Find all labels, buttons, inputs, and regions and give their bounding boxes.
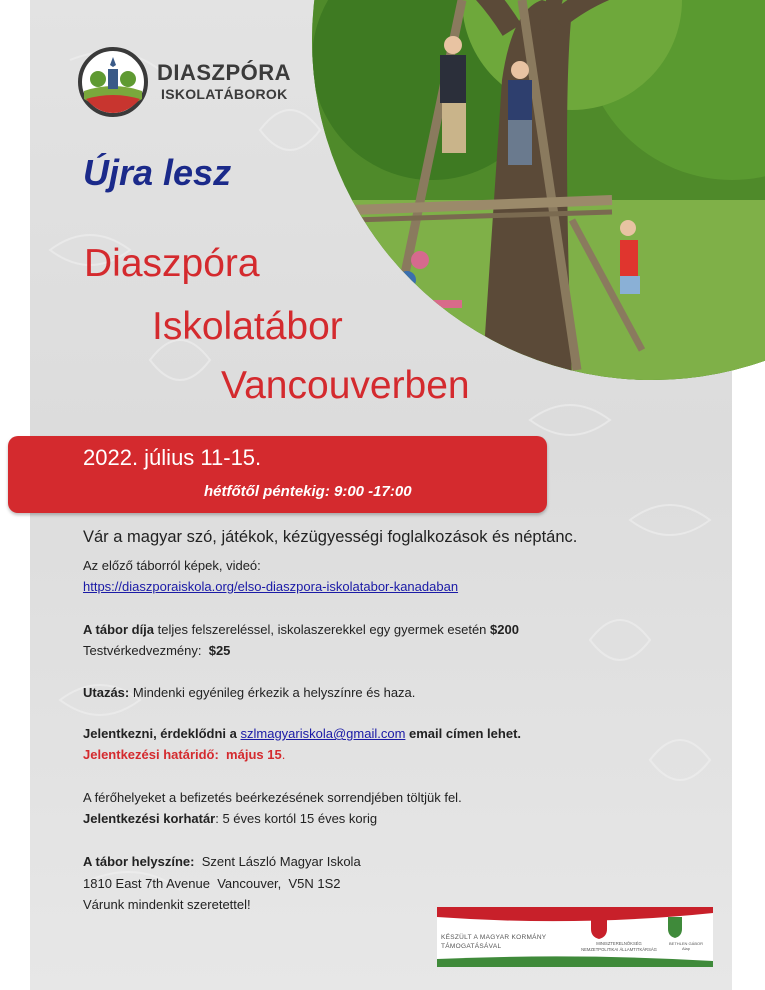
travel-line [83,685,415,700]
location-text: Szent László Magyar Iskola [194,854,361,869]
age-label: Jelentkezési korhatár [83,811,216,826]
location-label: A tábor helyszíne: [83,854,195,869]
register-text-1: Jelentkezni, érdeklődni a [83,726,241,741]
fee-text: teljes felszereléssel, iskolaszerekkel egy gyermek esetén [154,622,491,637]
photos-link-line [83,579,458,594]
discount-label: Testvérkedvezmény: [83,643,209,658]
sponsor-text-1: KÉSZÜLT A MAGYAR KORMÁNY TÁMOGATÁSÁVAL [441,934,547,950]
photos-link[interactable]: https://diaszporaiskola.org/elso-diaszpora-iskolatabor-kanadaban [83,579,459,594]
title-line-3: Vancouverben [221,364,470,407]
fee-label: A tábor díja [83,622,155,637]
deadline-dot: . [281,747,286,762]
logo-title: DIASZPÓRA [157,60,292,85]
photos-label: Az előző táborról képek, videó: [83,558,261,573]
title-line-1: Diaszpóra [84,242,260,285]
travel-label: Utazás: [83,685,130,700]
camp-logo-icon [78,47,148,117]
camp-dates: 2022. július 11-15. [83,445,262,470]
age-line [83,811,377,826]
travel-text: Mindenki egyénileg érkezik a helyszínre és haza. [129,685,416,700]
headline: Újra lesz [83,152,232,193]
discount-amount: $25 [208,643,231,658]
discount-line [83,643,230,658]
sponsor-text-2: MINISZTERELNÖKSÉG NEMZETPOLITIKAI ÁLLAMTITKÁRSÁG [581,941,657,952]
age-text: : 5 éves kortól 15 éves korig [215,811,378,826]
deadline-label: Jelentkezési határidő: május 15 [83,747,282,762]
fee-line [83,622,519,637]
fee-amount: $200 [490,622,519,637]
places-text: A férőhelyeket a befizetés beérkezésének sorrendjében töltjük fel. [83,790,462,805]
sponsor-banner [437,907,713,967]
deadline-line [83,747,285,762]
register-line [83,726,521,741]
location-line [83,854,361,869]
location-address: 1810 East 7th Avenue Vancouver, V5N 1S2 [83,876,341,891]
sponsor-text-3: BETHLEN GÁBOR Alap [668,941,703,951]
register-text-2: email címen lehet. [405,726,522,741]
intro-text: Vár a magyar szó, játékok, kézügyességi foglalkozások és néptánc. [83,528,578,546]
camp-hours: hétfőtől péntekig: 9:00 -17:00 [204,483,412,500]
date-banner [8,436,547,513]
title-line-2: Iskolatábor [152,305,343,348]
closing-text: Várunk mindenkit szeretettel! [83,897,251,912]
logo-subtitle: ISKOLATÁBOROK [161,86,288,102]
email-link[interactable]: szlmagyariskola@gmail.com [240,726,406,741]
